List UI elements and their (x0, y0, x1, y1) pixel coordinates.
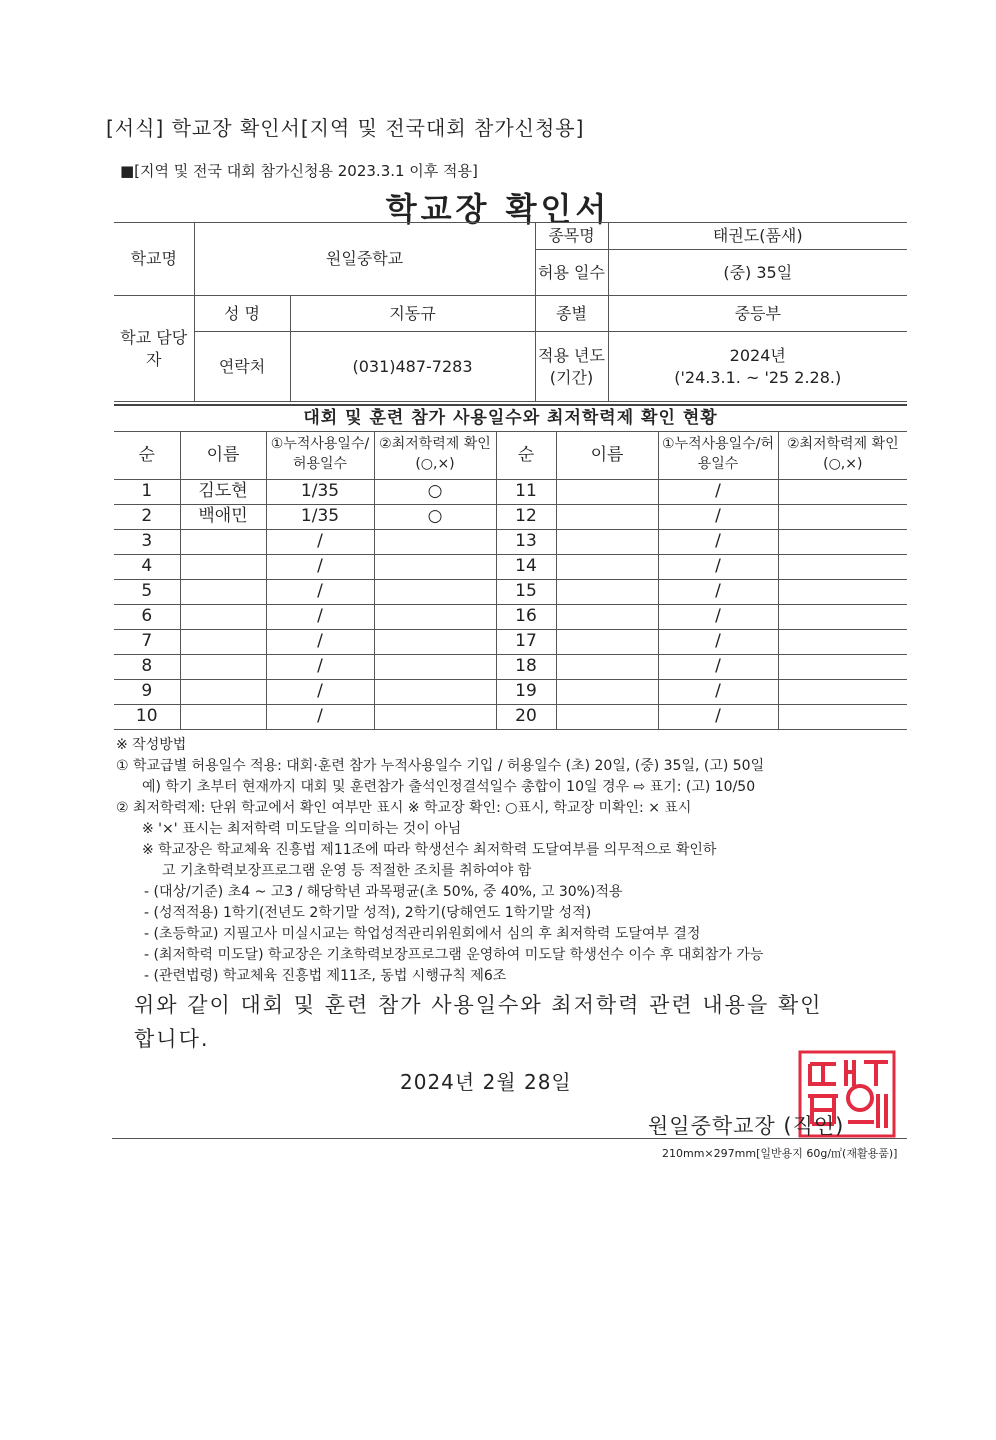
detail-1: - (대상/기준) 초4 ~ 고3 / 해당학년 과목평균(초 50%, 중 40%, 고 30%)적용 (144, 884, 623, 900)
table-row (114, 479, 907, 504)
detail-3: - (초등학교) 지필고사 미실시교는 학업성적관리위원회에서 심의 후 최저학력 도달여부 결정 (144, 926, 701, 942)
section-title: 대회 및 훈련 참가 사용일수와 최저학력제 확인 현황 (114, 405, 907, 431)
student-name (180, 629, 266, 654)
note-2-remark-b-cont: 고 기초학력보장프로그램 운영 등 적절한 조치를 취하여야 함 (162, 863, 532, 879)
col-header-academic-2: ②최저학력제 확인(○,×) (778, 431, 907, 479)
academic-check (778, 479, 907, 504)
academic-check (778, 554, 907, 579)
officer-label: 학교 담당자 (114, 296, 194, 402)
officer-contact-label: 연락처 (194, 332, 290, 402)
note-2-remark-a: ※ '×' 표시는 최저학력 미도달을 의미하는 것이 아님 (142, 821, 462, 837)
row-number: 3 (114, 529, 180, 554)
row-number: 15 (496, 579, 556, 604)
footer-divider (112, 1138, 907, 1139)
student-name (556, 479, 658, 504)
used-days: / (658, 529, 778, 554)
form-label: [서식] 학교장 확인서[지역 및 전국대회 참가신청용] (106, 116, 585, 140)
row-number: 12 (496, 504, 556, 529)
student-name (556, 679, 658, 704)
student-name (180, 579, 266, 604)
col-header-name: 이름 (180, 431, 266, 479)
col-header-name-2: 이름 (556, 431, 658, 479)
apply-year-cell (608, 332, 907, 402)
academic-check (374, 654, 496, 679)
row-number: 10 (114, 704, 180, 729)
division-value: 중등부 (608, 296, 907, 332)
used-days: / (658, 554, 778, 579)
student-name (556, 554, 658, 579)
row-number: 14 (496, 554, 556, 579)
participation-rows (114, 479, 907, 729)
issue-date: 2024년 2월 28일 (400, 1070, 572, 1094)
note-1-example: 예) 학기 초부터 현재까지 대회 및 훈련참가 출석인정결석일수 총합이 10일 경우 ⇨ 표기: (고) 10/50 (142, 779, 756, 795)
row-number: 19 (496, 679, 556, 704)
student-name (180, 604, 266, 629)
student-name (556, 504, 658, 529)
detail-4: - (최저학력 미도달) 학교장은 기초학력보장프로그램 운영하여 미도달 학생선수 이수 후 대회참가 가능 (144, 947, 764, 963)
apply-year-period: ('24.3.1. ~ '25 2.28.) (674, 367, 842, 387)
used-days: / (658, 579, 778, 604)
academic-check (374, 704, 496, 729)
student-name (180, 679, 266, 704)
student-name (556, 654, 658, 679)
col-header-no: 순 (114, 431, 180, 479)
academic-check: ○ (374, 504, 496, 529)
used-days: / (266, 579, 374, 604)
document-title: 학교장 확인서 (385, 190, 611, 228)
row-number: 9 (114, 679, 180, 704)
row-number: 8 (114, 654, 180, 679)
confirmation-line-2: 합니다. (134, 1027, 210, 1051)
student-name (180, 704, 266, 729)
confirmation-statement (134, 988, 822, 1056)
academic-check (778, 629, 907, 654)
academic-check (374, 579, 496, 604)
writing-instructions (116, 735, 916, 987)
row-number: 20 (496, 704, 556, 729)
confirmation-line-1: 위와 같이 대회 및 훈련 참가 사용일수와 최저학력 관련 내용을 확인 (134, 993, 823, 1017)
student-name (556, 604, 658, 629)
note-2: ② 최저학력제: 단위 학교에서 확인 여부만 표시 ※ 학교장 확인: ○표시, 학교장 미확인: × 표시 (116, 800, 692, 816)
detail-2: - (성적적용) 1학기(전년도 2학기말 성적), 2학기(당해연도 1학기말 성적) (144, 905, 592, 921)
used-days: / (658, 479, 778, 504)
table-row (114, 604, 907, 629)
allowed-days-label: 허용 일수 (535, 250, 608, 296)
used-days: / (658, 654, 778, 679)
row-number: 13 (496, 529, 556, 554)
row-number: 6 (114, 604, 180, 629)
academic-check (374, 604, 496, 629)
allowed-days-value: (중) 35일 (608, 250, 907, 296)
used-days: / (266, 529, 374, 554)
academic-check (778, 529, 907, 554)
used-days: / (658, 629, 778, 654)
col-header-days: ①누적사용일수/허용일수 (266, 431, 374, 479)
table-row (114, 554, 907, 579)
school-name-value: 원일중학교 (194, 223, 535, 296)
apply-year-label: 적용 년도 (기간) (535, 332, 608, 402)
academic-check (778, 654, 907, 679)
col-header-no-2: 순 (496, 431, 556, 479)
student-name (180, 654, 266, 679)
academic-check (778, 579, 907, 604)
form-subtitle: ■[지역 및 전국 대회 참가신청용 2023.3.1 이후 적용] (120, 162, 478, 180)
table-row (114, 629, 907, 654)
student-name (556, 629, 658, 654)
row-number: 2 (114, 504, 180, 529)
participation-table (114, 404, 907, 730)
used-days: 1/35 (266, 504, 374, 529)
division-label: 종별 (535, 296, 608, 332)
used-days: 1/35 (266, 479, 374, 504)
academic-check (778, 704, 907, 729)
academic-check (778, 604, 907, 629)
student-name: 백애민 (180, 504, 266, 529)
row-number: 5 (114, 579, 180, 604)
officer-name-label: 성 명 (194, 296, 290, 332)
row-number: 7 (114, 629, 180, 654)
used-days: / (266, 629, 374, 654)
col-header-days-2: ①누적사용일수/허용일수 (658, 431, 778, 479)
table-row (114, 679, 907, 704)
table-row (114, 529, 907, 554)
table-row (114, 504, 907, 529)
student-name (180, 529, 266, 554)
table-row (114, 704, 907, 729)
academic-check (374, 679, 496, 704)
student-name (556, 704, 658, 729)
student-name (180, 554, 266, 579)
student-name: 김도현 (180, 479, 266, 504)
detail-5: - (관련법령) 학교체육 진흥법 제11조, 동법 시행규칙 제6조 (144, 968, 507, 984)
row-number: 18 (496, 654, 556, 679)
student-name (556, 579, 658, 604)
used-days: / (658, 504, 778, 529)
used-days: / (266, 554, 374, 579)
col-header-academic: ②최저학력제 확인(○,×) (374, 431, 496, 479)
row-number: 17 (496, 629, 556, 654)
paper-spec-footer: 210mm×297mm[일반용지 60g/㎡(재활용품)] (662, 1147, 898, 1160)
row-number: 16 (496, 604, 556, 629)
academic-check (778, 679, 907, 704)
note-2-remark-b: ※ 학교장은 학교체육 진흥법 제11조에 따라 학생선수 최저학력 도달여부를 의무적으로 확인하 (142, 842, 717, 858)
used-days: / (266, 704, 374, 729)
academic-check (374, 529, 496, 554)
used-days: / (658, 604, 778, 629)
student-name (556, 529, 658, 554)
used-days: / (266, 604, 374, 629)
used-days: / (266, 679, 374, 704)
used-days: / (658, 704, 778, 729)
academic-check (374, 554, 496, 579)
row-number: 11 (496, 479, 556, 504)
table-row (114, 579, 907, 604)
row-number: 1 (114, 479, 180, 504)
row-number: 4 (114, 554, 180, 579)
note-1: ① 학교급별 허용일수 적용: 대회·훈련 참가 누적사용일수 기입 / 허용일수 (초) 20일, (중) 35일, (고) 50일 (116, 758, 765, 774)
academic-check (778, 504, 907, 529)
event-label: 종목명 (535, 223, 608, 250)
principal-signature: 원일중학교장 (직인) (648, 1114, 845, 1138)
officer-contact-value: (031)487-7283 (290, 332, 535, 402)
header-info-table (114, 222, 907, 402)
used-days: / (658, 679, 778, 704)
academic-check (374, 629, 496, 654)
school-name-label: 학교명 (114, 223, 194, 296)
table-row (114, 654, 907, 679)
notes-heading: ※ 작성방법 (116, 737, 187, 753)
event-value: 태권도(품새) (608, 223, 907, 250)
used-days: / (266, 654, 374, 679)
apply-year-value: 2024년 (729, 345, 786, 365)
officer-name-value: 지동규 (290, 296, 535, 332)
academic-check: ○ (374, 479, 496, 504)
